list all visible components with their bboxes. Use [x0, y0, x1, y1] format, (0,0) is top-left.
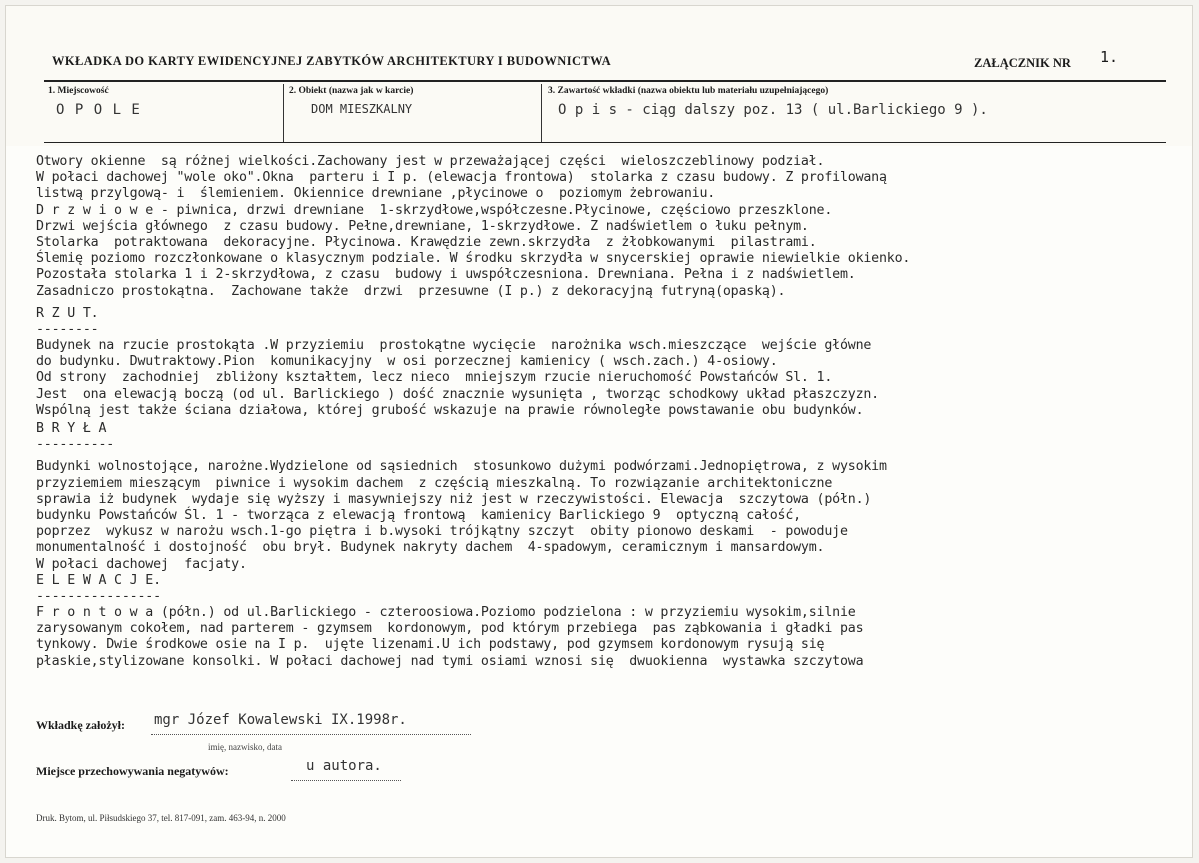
- text-line: listwą przylgową- i ślemieniem. Okiennice drewniane ,płycinowe o poziomym żebrowaniu.: [36, 186, 716, 202]
- negatives-value: u autora.: [306, 758, 382, 774]
- section-heading-elewacje: E L E W A C J E.: [36, 572, 161, 588]
- content-value: O p i s - ciąg dalszy poz. 13 ( ul.Barlickiego 9 ).: [558, 102, 988, 118]
- text-line: W połaci dachowej "wole oko".Okna parteru i I p. (elewacja frontowa) stolarka z czasu budowy. Z profilowaną: [36, 170, 887, 186]
- section-underline: ----------------: [36, 588, 161, 604]
- negatives-label: Miejsce przechowywania negatywów:: [36, 764, 229, 778]
- field-divider-1: [283, 84, 284, 142]
- field-divider-2: [541, 84, 542, 142]
- inventory-card-insert: [6, 6, 1192, 857]
- description-text: [36, 154, 1191, 670]
- object-value: DOM MIESZKALNY: [311, 102, 413, 116]
- annex-label: ZAŁĄCZNIK NR: [974, 56, 1071, 70]
- printer-imprint: Druk. Bytom, ul. Piłsudskiego 37, tel. 817-091, zam. 463-94, n. 2000: [36, 813, 286, 823]
- text-line: zarysowanym cokołem, nad parterem - gzymsem kordonowym, pod którym przebiega pas ząbkowania i gładki pas: [36, 621, 864, 637]
- section-heading-rzut: R Z U T.: [36, 305, 99, 321]
- text-line: Otwory okienne są różnej wielkości.Zachowany jest w przeważającej części wieloszczeblinowy podział.: [36, 154, 825, 169]
- locality-value: O P O L E: [56, 102, 141, 118]
- header-rule-top: [44, 80, 1166, 82]
- text-line: do budynku. Dwutraktowy.Pion komunikacyjny w osi porzecznej kamienicy ( wsch.zach.) 4-osiowy.: [36, 354, 778, 370]
- text-line: F r o n t o w a (półn.) od ul.Barlickiego - czteroosiowa.Poziomo podzielona : w przyziemiu wysokim,silnie: [36, 605, 856, 621]
- text-line: płaskie,stylizowane konsolki. W połaci dachowej nad tymi osiami wznosi się dwuokienna wystawka szczytowa: [36, 653, 864, 669]
- text-line: Pozostała stolarka 1 i 2-skrzydłowa, z czasu budowy i uwspółczesniona. Drewniana. Pełna i z nadświetlem.: [36, 267, 856, 283]
- locality-label: 1. Miejscowość: [48, 86, 109, 96]
- text-line: Ślemię poziomo rozczłonkowane o klasycznym podziale. W środku skrzydła w snycerskiej oprawie niewielkie okienko.: [36, 251, 911, 267]
- author-line: [151, 734, 471, 735]
- author-value: mgr Józef Kowalewski IX.1998r.: [154, 712, 407, 728]
- text-line: tynkowy. Dwie środkowe osie na I p. ujęte lizenami.U ich podstawy, pod gzymsem kordonowym rysują się: [36, 637, 825, 653]
- text-line: przyziemiem mieszącym piwnice i wysokim dachem z częścią mieszkalną. To rozwiązanie architektoniczne: [36, 475, 833, 491]
- negatives-line: [291, 780, 401, 781]
- text-line: sprawia iż budynek wydaje się wyższy i masywniejszy niż jest w rzeczywistości. Elewacja szczytowa (półn.): [36, 491, 872, 507]
- object-label: 2. Obiekt (nazwa jak w karcie): [289, 86, 414, 96]
- author-caption: imię, nazwisko, data: [208, 742, 282, 752]
- text-line: W połaci dachowej facjaty.: [36, 556, 247, 572]
- text-line: Budynek na rzucie prostokąta .W przyziemiu prostokątne wycięcie narożnika wsch.mieszczące wejście główne: [36, 338, 872, 354]
- text-line: Wspólną jest także ściana działowa, której grubość wskazuje na prawie równoległe powstawanie obu budynków.: [36, 402, 864, 418]
- text-line: poprzez wykusz w narożu wsch.1-go piętra i b.wysoki trójkątny szczyt obity pionowo deskami - powoduje: [36, 524, 848, 540]
- text-line: Stolarka potraktowana dekoracyjne. Płycinowa. Krawędzie zewn.skrzydła z żłobkowanymi pilastrami.: [36, 234, 817, 250]
- text-line: Drzwi wejścia głównego z czasu budowy. Pełne,drewniane, 1-skrzydłowe. Z nadświetlem o łuku pełnym.: [36, 218, 809, 234]
- form-title: WKŁADKA DO KARTY EWIDENCYJNEJ ZABYTKÓW ARCHITEKTURY I BUDOWNICTWA: [52, 54, 612, 68]
- text-line: Od strony zachodniej zbliżony kształtem, lecz nieco mniejszym rzucie nieruchomość Powstańców Sl. 1.: [36, 370, 833, 386]
- section-underline: ----------: [36, 437, 115, 453]
- header-band: [6, 6, 1192, 146]
- author-label: Wkładkę założył:: [36, 718, 125, 732]
- text-line: budynku Powstańców Śl. 1 - tworząca z elewacją frontową kamienicy Barlickiego 9 optyczną całość,: [36, 507, 801, 523]
- content-label: 3. Zawartość wkładki (nazwa obiektu lub materiału uzupełniającego): [548, 86, 829, 96]
- annex-number: 1.: [1100, 48, 1119, 66]
- text-line: D r z w i o w e - piwnica, drzwi drewniane 1-skrzydłowe,współczesne.Płycinowe, częściowo przeszklone.: [36, 202, 833, 218]
- text-line: Zasadniczo prostokątna. Zachowane także drzwi przesuwne (I p.) z dekoracyjną futryną(opaską).: [36, 283, 786, 299]
- section-heading-bryla: B R Y Ł A: [36, 421, 107, 436]
- text-line: Jest ona elewacją boczą (od ul. Barlickiego ) dość znacznie wysunięta , tworząc schodkowy układ płaszczyzn.: [36, 386, 879, 402]
- text-line: Budynki wolnostojące, narożne.Wydzielone od sąsiednich stosunkowo dużymi podwórzami.Jednopiętrowa, z wysokim: [36, 459, 887, 475]
- text-line: monumentalność i dostojność obu brył. Budynek nakryty dachem 4-spadowym, ceramicznym i mansardowym.: [36, 540, 825, 556]
- header-rule-bottom: [44, 142, 1166, 143]
- section-underline: --------: [36, 321, 99, 337]
